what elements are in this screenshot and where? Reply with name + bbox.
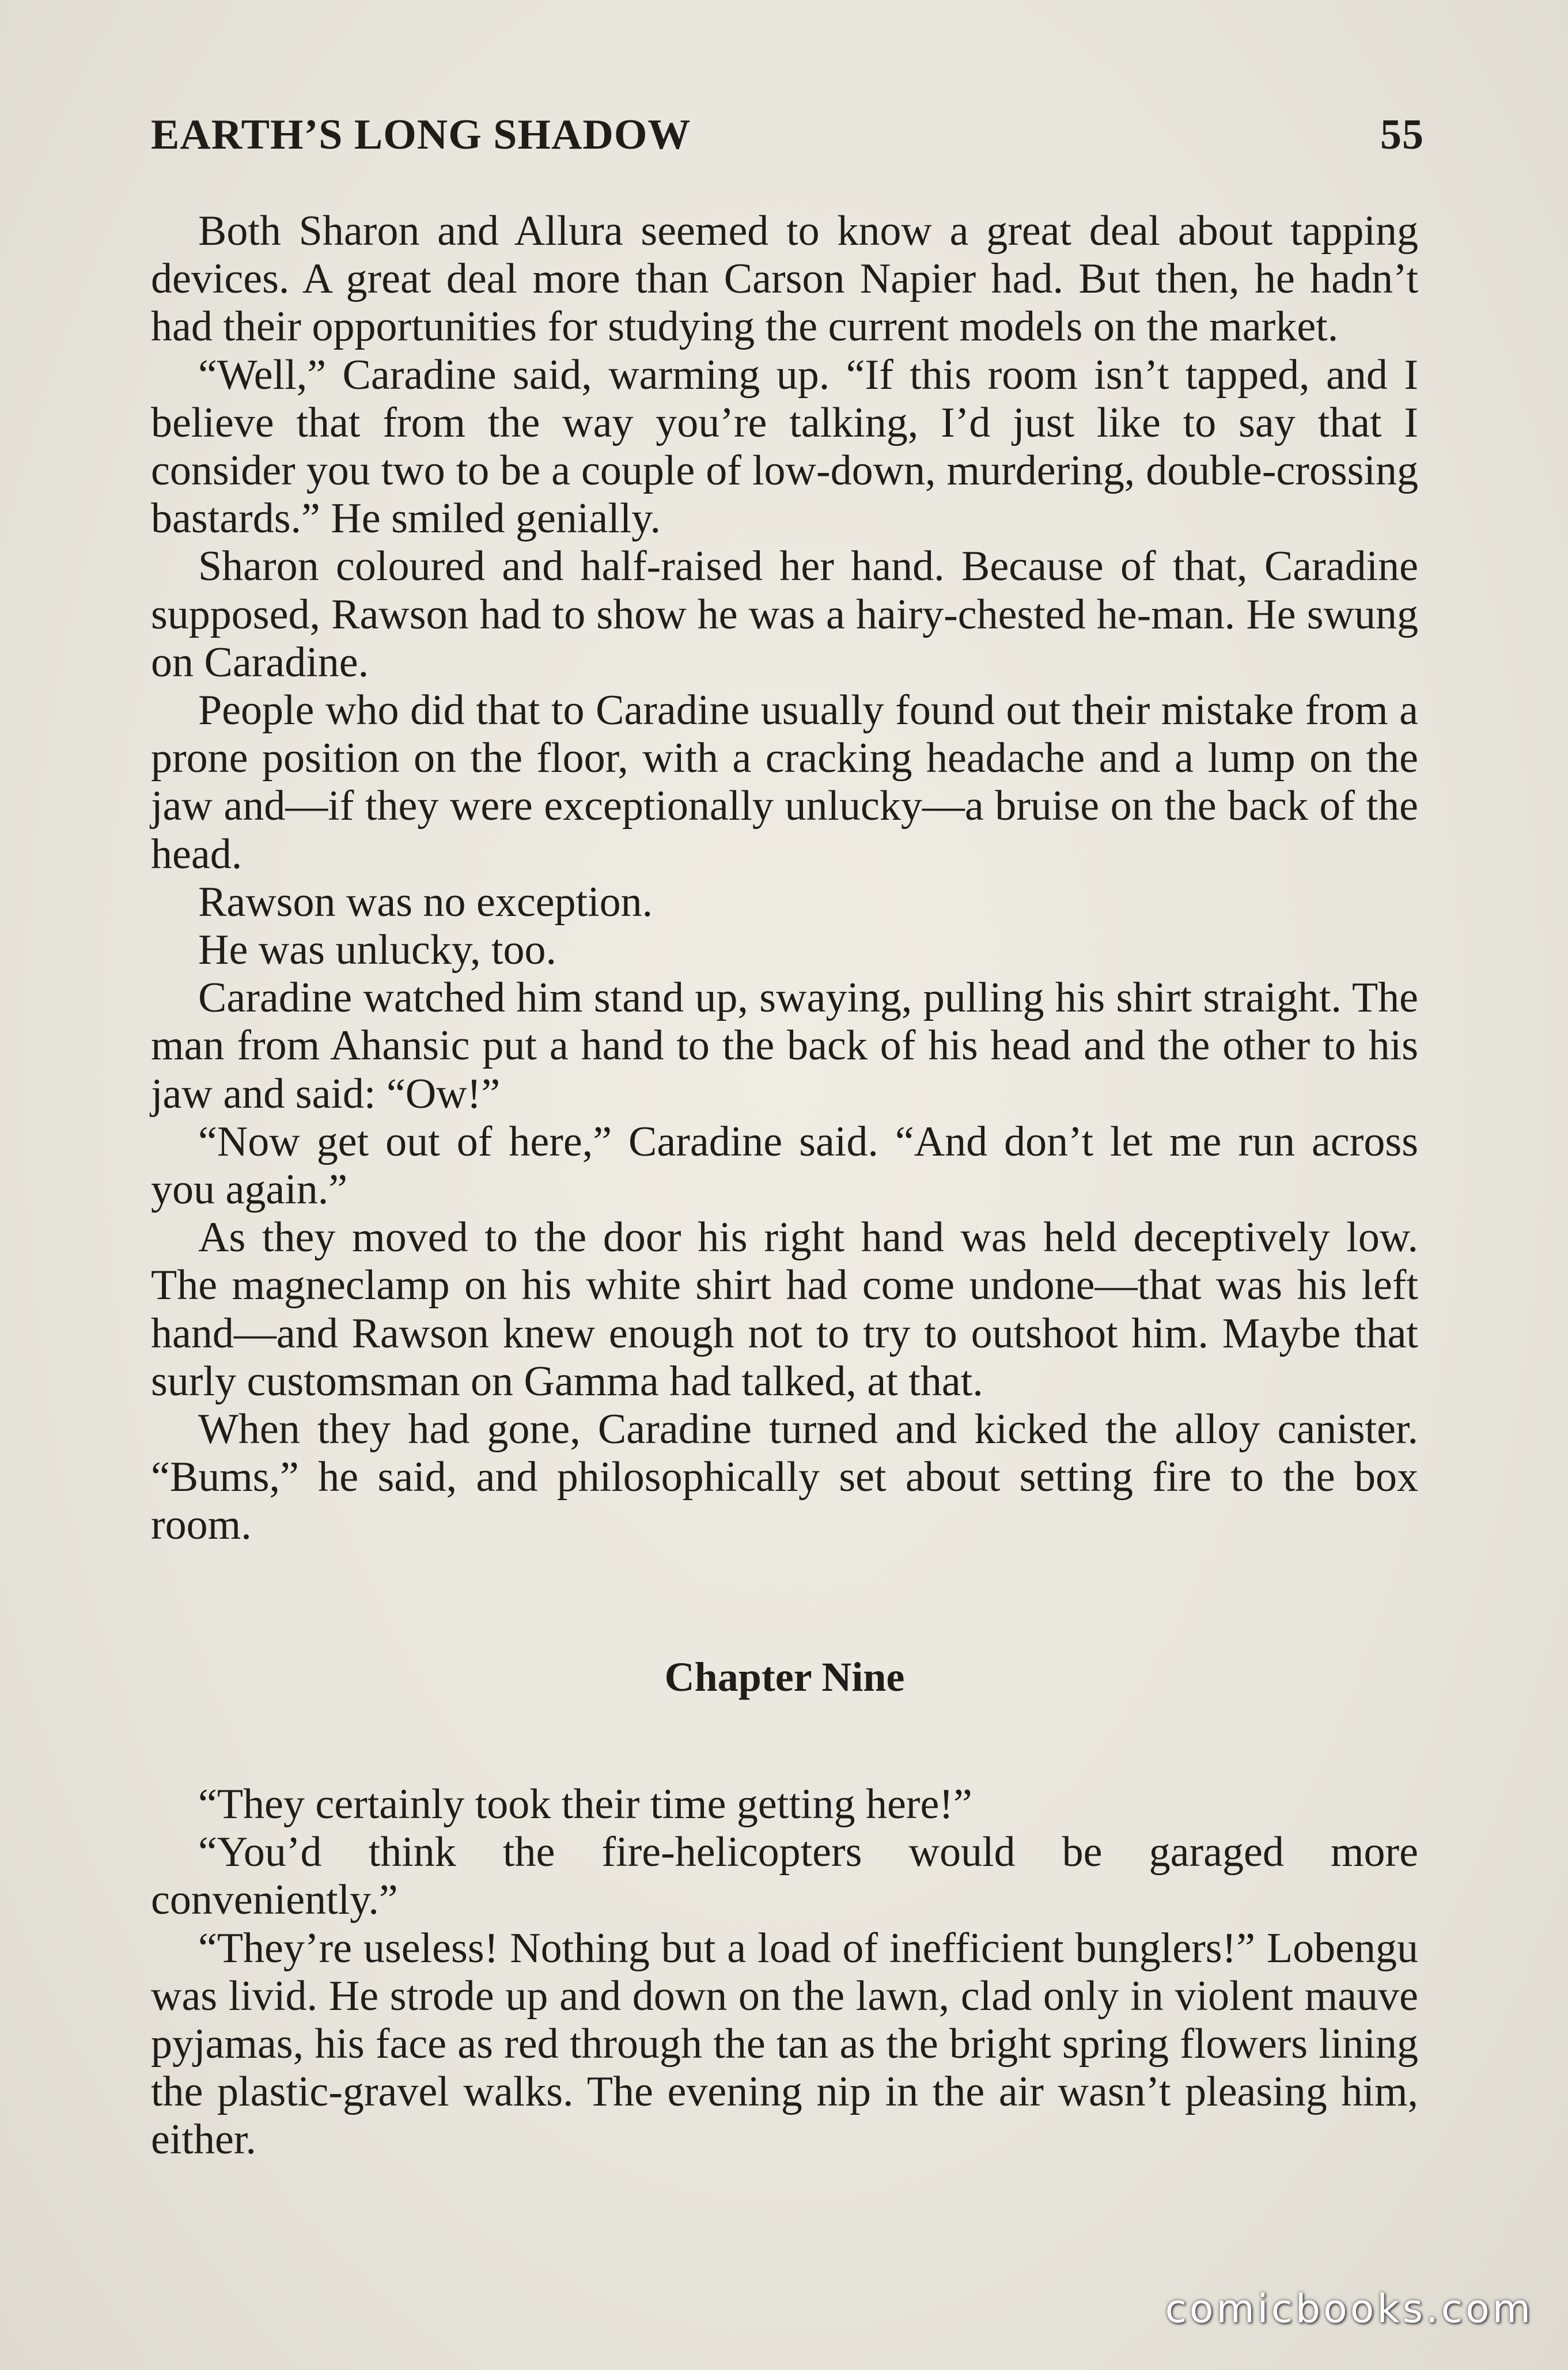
paragraph: “Well,” Caradine said, warming up. “If this room isn’t tapped, and I believe that from the way you’re talking, I’d just like to say that I consider you two to be a couple of low-down, murdering, double-crossing bastards.” He smiled genially.: [151, 351, 1418, 543]
book-title: EARTH’S LONG SHADOW: [151, 111, 691, 158]
chapter-heading: Chapter Nine: [664, 1653, 905, 1700]
paragraph: “They certainly took their time getting here!”: [198, 1780, 972, 1828]
paragraph: “Now get out of here,” Caradine said. “And don’t let me run across you again.”: [151, 1118, 1418, 1214]
paragraph: Rawson was no exception.: [198, 878, 653, 926]
watermark: comicbooks.com: [1165, 2286, 1533, 2332]
paragraph: Caradine watched him stand up, swaying, pulling his shirt straight. The man from Ahansic put a hand to the back of his head and the other to his jaw and said: “Ow!”: [151, 974, 1418, 1118]
paragraph: Both Sharon and Allura seemed to know a great deal about tapping devices. A great deal more than Carson Napier had. But then, he hadn’t had their opportunities for studying the current models on the market.: [151, 207, 1418, 351]
paragraph: “They’re useless! Nothing but a load of inefficient bunglers!” Lobengu was livid. He strode up and down on the lawn, clad only in violent mauve pyjamas, his face as red through the tan as the bright spring flowers lining the plastic-gravel walks. The evening nip in the air wasn’t pleasing him, either.: [151, 1924, 1418, 2164]
paragraph: When they had gone, Caradine turned and kicked the alloy canister. “Bums,” he said, and philosophically set about setting fire to the box room.: [151, 1406, 1418, 1549]
body-text: [151, 207, 1418, 2164]
paragraph: Sharon coloured and half-raised her hand. Because of that, Caradine supposed, Rawson had to show he was a hairy-chested he-man. He swung on Caradine.: [151, 543, 1418, 686]
paragraph: “You’d think the fire-helicopters would be garaged more conveniently.”: [151, 1828, 1418, 1924]
paragraph: As they moved to the door his right hand was held deceptively low. The magneclamp on his white shirt had come undone—that was his left hand—and Rawson knew enough not to try to outshoot him. Maybe that surly customsman on Gamma had talked, at that.: [151, 1214, 1418, 1405]
paragraph: He was unlucky, too.: [198, 926, 557, 974]
paragraph: People who did that to Caradine usually found out their mistake from a prone position on the floor, with a cracking headache and a lump on the jaw and—if they were exceptionally unlucky—a bruise on the back of the head.: [151, 687, 1418, 878]
page-number: 55: [1380, 111, 1424, 158]
running-header: [151, 111, 1424, 160]
